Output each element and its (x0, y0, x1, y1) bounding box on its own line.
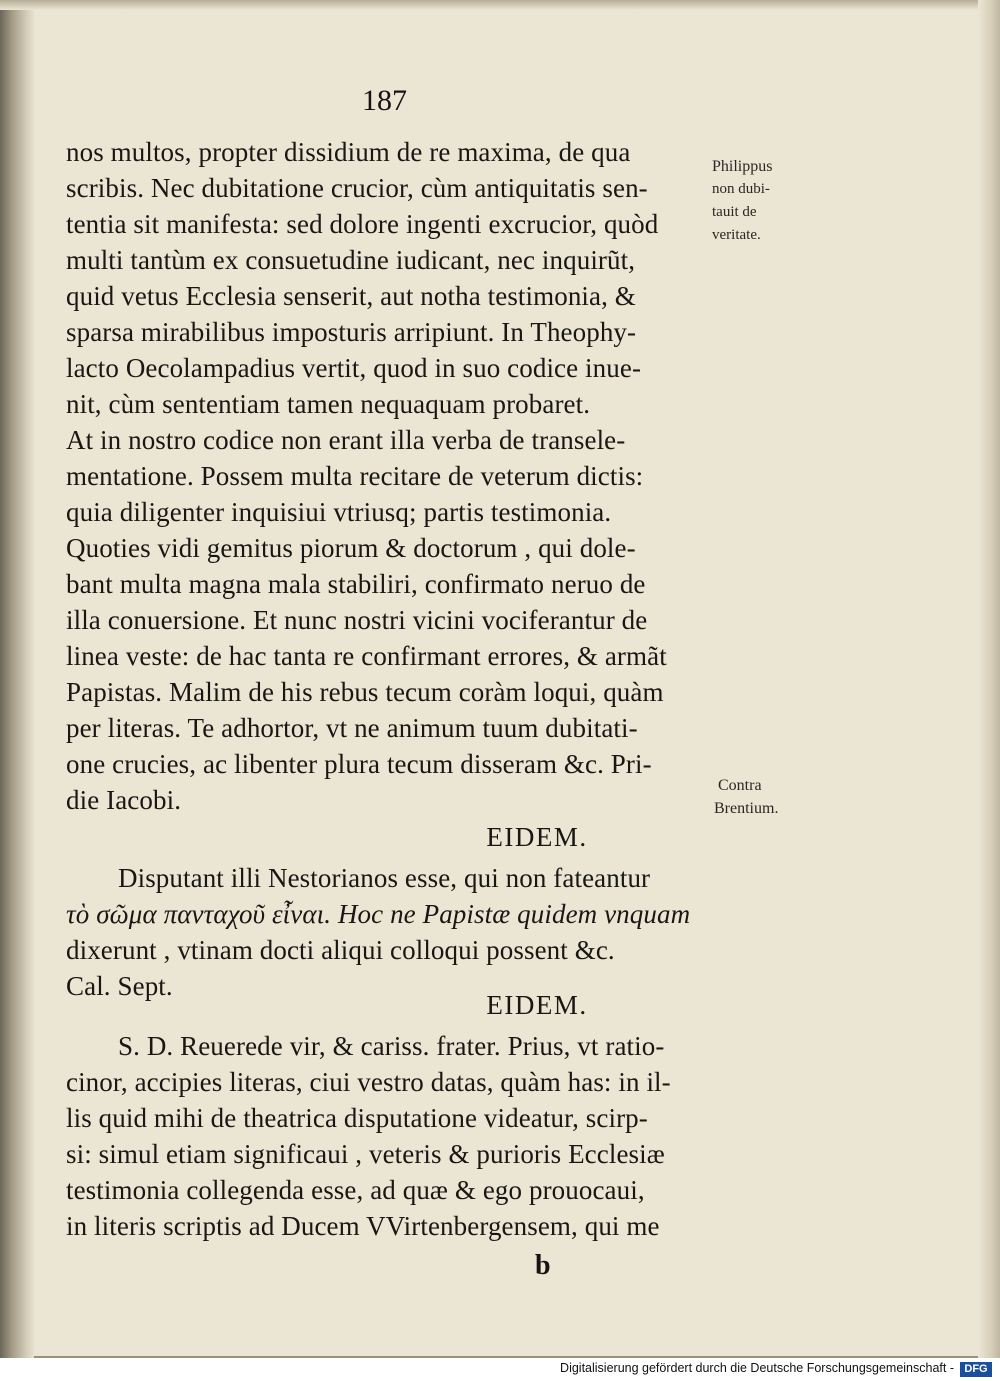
text-line: tentia sit manifesta: sed dolore ingenti excrucior, quòd (66, 209, 659, 239)
footer-bar (0, 1358, 1000, 1381)
margin-note (712, 155, 772, 247)
text-line: At in nostro codice non erant illa verba de transele- (66, 425, 626, 455)
margin-note-line: Contra (718, 777, 762, 794)
text-line: Papistas. Malim de his rebus tecum coràm loqui, quàm (66, 677, 664, 707)
margin-note-line: non dubi- (712, 181, 770, 197)
text-line: lis quid mihi de theatrica disputatione videatur, scirp- (66, 1103, 648, 1133)
text-line: multi tantùm ex consuetudine iudicant, nec inquirũt, (66, 245, 636, 275)
text-line: si: simul etiam significaui , veteris & purioris Ecclesiæ (66, 1139, 665, 1169)
text-line: nos multos, propter dissidium de re maxima, de qua (66, 137, 631, 167)
page-number: 187 (362, 84, 407, 117)
section-heading: EIDEM. (486, 990, 588, 1020)
right-page-edge (978, 0, 1000, 1358)
section-heading: EIDEM. (486, 822, 588, 852)
text-line: quia diligenter inquisiui vtriusq; partis testimonia. (66, 497, 612, 527)
text-line: per literas. Te adhortor, vt ne animum tuum dubitati- (66, 713, 638, 743)
text-line: quid vetus Ecclesia senserit, aut notha testimonia, & (66, 281, 636, 311)
text-line: Disputant illi Nestorianos esse, qui non fateantur (118, 863, 651, 893)
text-line: lacto Oecolampadius vertit, quod in suo codice inue- (66, 353, 642, 383)
text-line: die Iacobi. (66, 785, 182, 815)
margin-note-line: veritate. (712, 227, 761, 243)
text-line: S. D. Reuerede vir, & cariss. frater. Prius, vt ratio- (118, 1031, 665, 1061)
text-line: bant multa magna mala stabiliri, confirmato neruo de (66, 569, 646, 599)
margin-note-line: Philippus (712, 158, 773, 175)
text-line: sparsa mirabilibus imposturis arripiunt. In Theophy- (66, 317, 637, 347)
text-line: Quoties vidi gemitus piorum & doctorum , qui dole- (66, 533, 636, 563)
text-line: linea veste: de hac tanta re confirmant errores, & armãt (66, 641, 667, 671)
text-line: testimonia collegenda esse, ad quæ & ego prouocaui, (66, 1175, 645, 1205)
text-line: Cal. Sept. (66, 971, 173, 1001)
signature-mark: b (535, 1250, 551, 1281)
top-shadow (0, 0, 1000, 10)
dfg-logo-icon: DFG (960, 1362, 992, 1377)
text-line: one crucies, ac libenter plura tecum disseram &c. Pri- (66, 749, 652, 779)
text-line: dixerunt , vtinam docti aliqui colloqui possent &c. (66, 935, 615, 965)
margin-note (714, 774, 778, 820)
book-gutter (0, 0, 34, 1358)
margin-note-line: Brentium. (714, 800, 779, 817)
text-line: scribis. Nec dubitatione crucior, cùm antiquitatis sen- (66, 173, 648, 203)
text-line: mentatione. Possem multa recitare de veterum dictis: (66, 461, 644, 491)
footer-credit: Digitalisierung gefördert durch die Deutsche Forschungsgemeinschaft - (560, 1361, 954, 1375)
text-line: nit, cùm sententiam tamen nequaquam probaret. (66, 389, 591, 419)
margin-note-line: tauit de (712, 204, 757, 220)
text-line-greek: τὸ σῶμα πανταχοῦ εἶναι. Hoc ne Papistæ quidem vnquam (66, 899, 691, 929)
text-line: illa conuersione. Et nunc nostri vicini vociferantur de (66, 605, 648, 635)
text-line: cinor, accipies literas, ciui vestro datas, quàm has: in il- (66, 1067, 671, 1097)
text-line: in literis scriptis ad Ducem VVirtenbergensem, qui me (66, 1211, 660, 1241)
